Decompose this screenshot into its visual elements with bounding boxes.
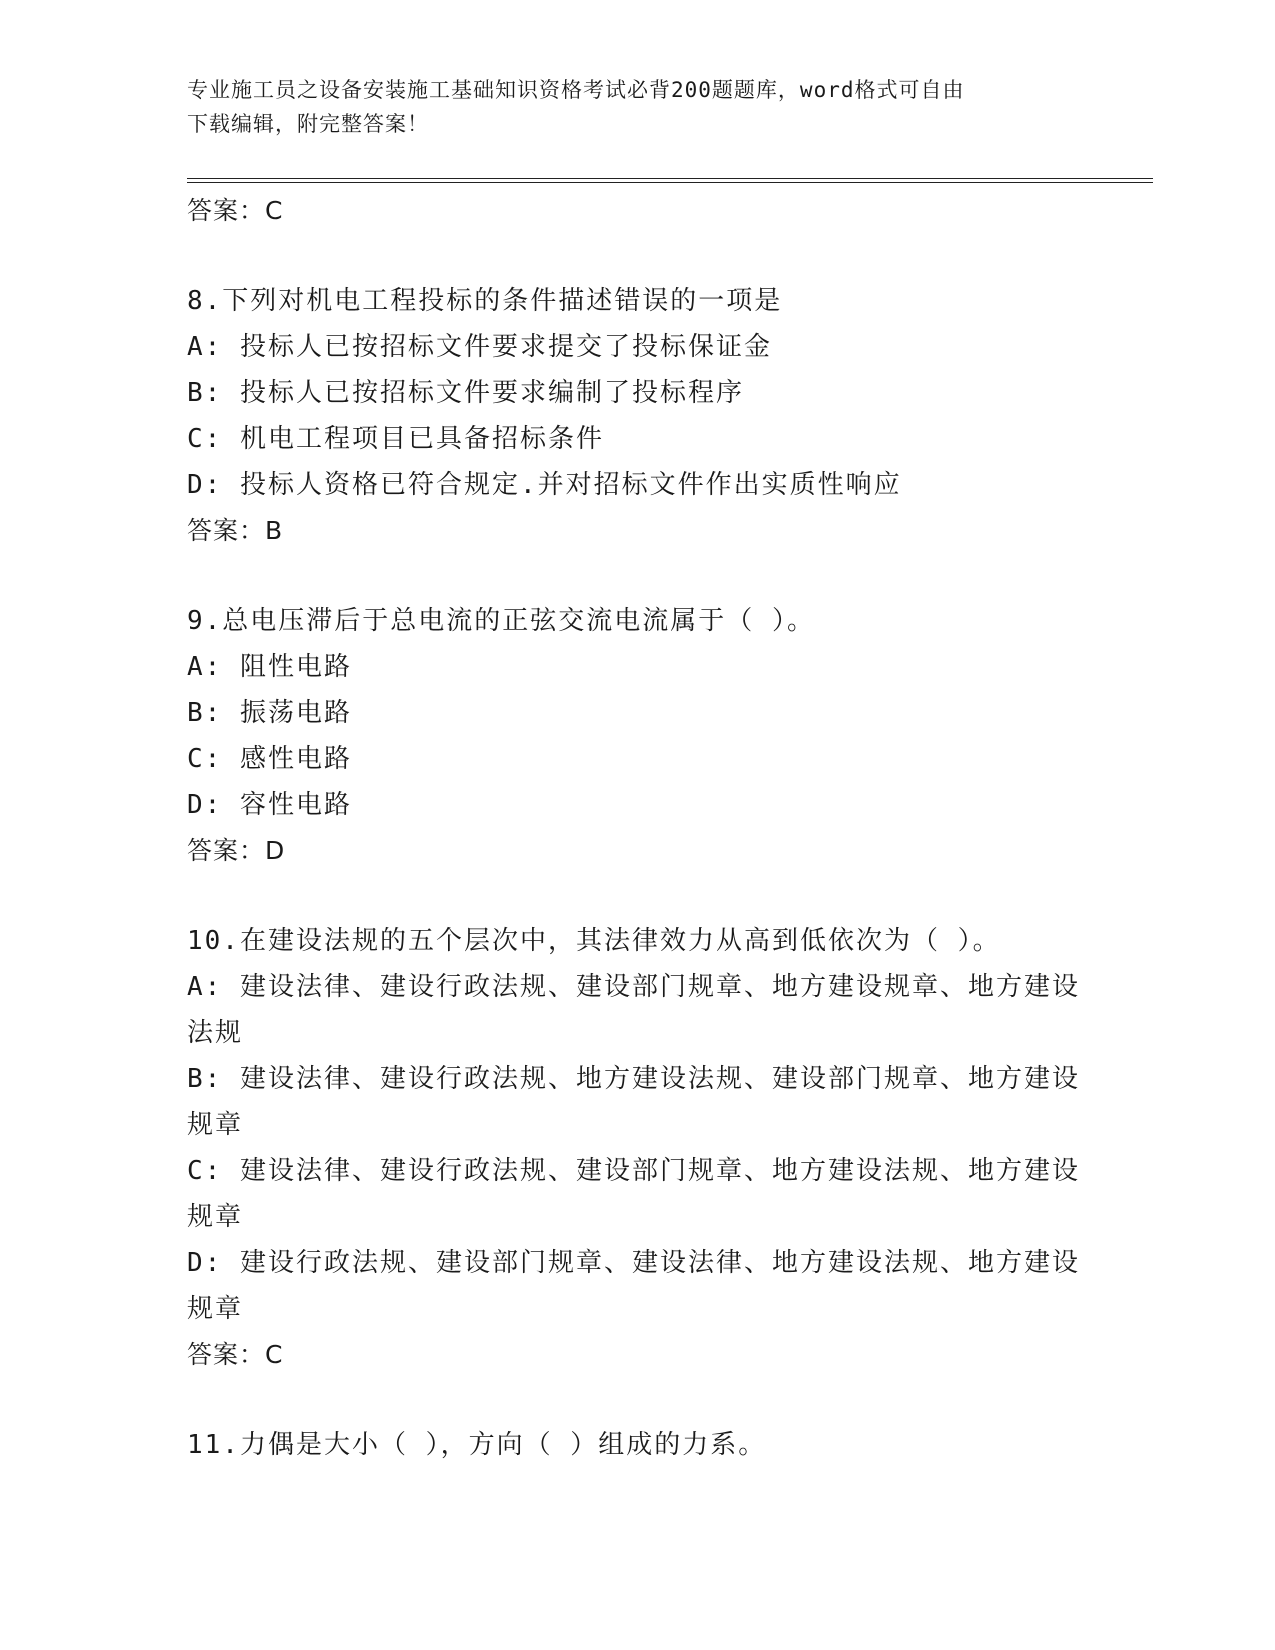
option-c: C: 建设法律、建设行政法规、建设部门规章、地方建设法规、地方建设规章 [187, 1156, 1080, 1232]
question-10 [187, 918, 1087, 1378]
option-a: A: 建设法律、建设行政法规、建设部门规章、地方建设规章、地方建设法规 [187, 972, 1080, 1048]
option-b: B: 建设法律、建设行政法规、地方建设法规、建设部门规章、地方建设规章 [187, 1064, 1080, 1140]
option-a: A: 投标人已按招标文件要求提交了投标保证金 [187, 332, 772, 362]
question-8 [187, 278, 1087, 554]
page-header [187, 73, 1087, 141]
question-stem: 8.下列对机电工程投标的条件描述错误的一项是 [187, 286, 783, 316]
question-stem: 9.总电压滞后于总电流的正弦交流电流属于（ ）。 [187, 606, 815, 636]
option-c: C: 感性电路 [187, 744, 352, 774]
question-stem: 11.力偶是大小（ ），方向（ ）组成的力系。 [187, 1430, 767, 1460]
option-a: A: 阻性电路 [187, 652, 352, 682]
option-d: D: 投标人资格已符合规定.并对招标文件作出实质性响应 [187, 470, 902, 500]
question-stem: 10.在建设法规的五个层次中，其法律效力从高到低依次为（ ）。 [187, 926, 1001, 956]
option-b: B: 振荡电路 [187, 698, 352, 728]
answer: 答案：C [187, 1340, 284, 1369]
previous-answer: 答案：C [187, 196, 284, 225]
option-b: B: 投标人已按招标文件要求编制了投标程序 [187, 378, 744, 408]
header-line-2: 下载编辑，附完整答案！ [187, 112, 429, 136]
option-d: D: 容性电路 [187, 790, 352, 820]
option-c: C: 机电工程项目已具备招标条件 [187, 424, 604, 454]
header-divider [187, 178, 1153, 183]
answer: 答案：D [187, 836, 286, 865]
option-d: D: 建设行政法规、建设部门规章、建设法律、地方建设法规、地方建设规章 [187, 1248, 1080, 1324]
answer: 答案：B [187, 516, 284, 545]
question-9 [187, 598, 1087, 874]
question-11 [187, 1422, 1087, 1468]
question-list [187, 188, 1087, 1468]
header-line-1: 专业施工员之设备安装施工基础知识资格考试必背200题题库，word格式可自由 [187, 78, 965, 102]
